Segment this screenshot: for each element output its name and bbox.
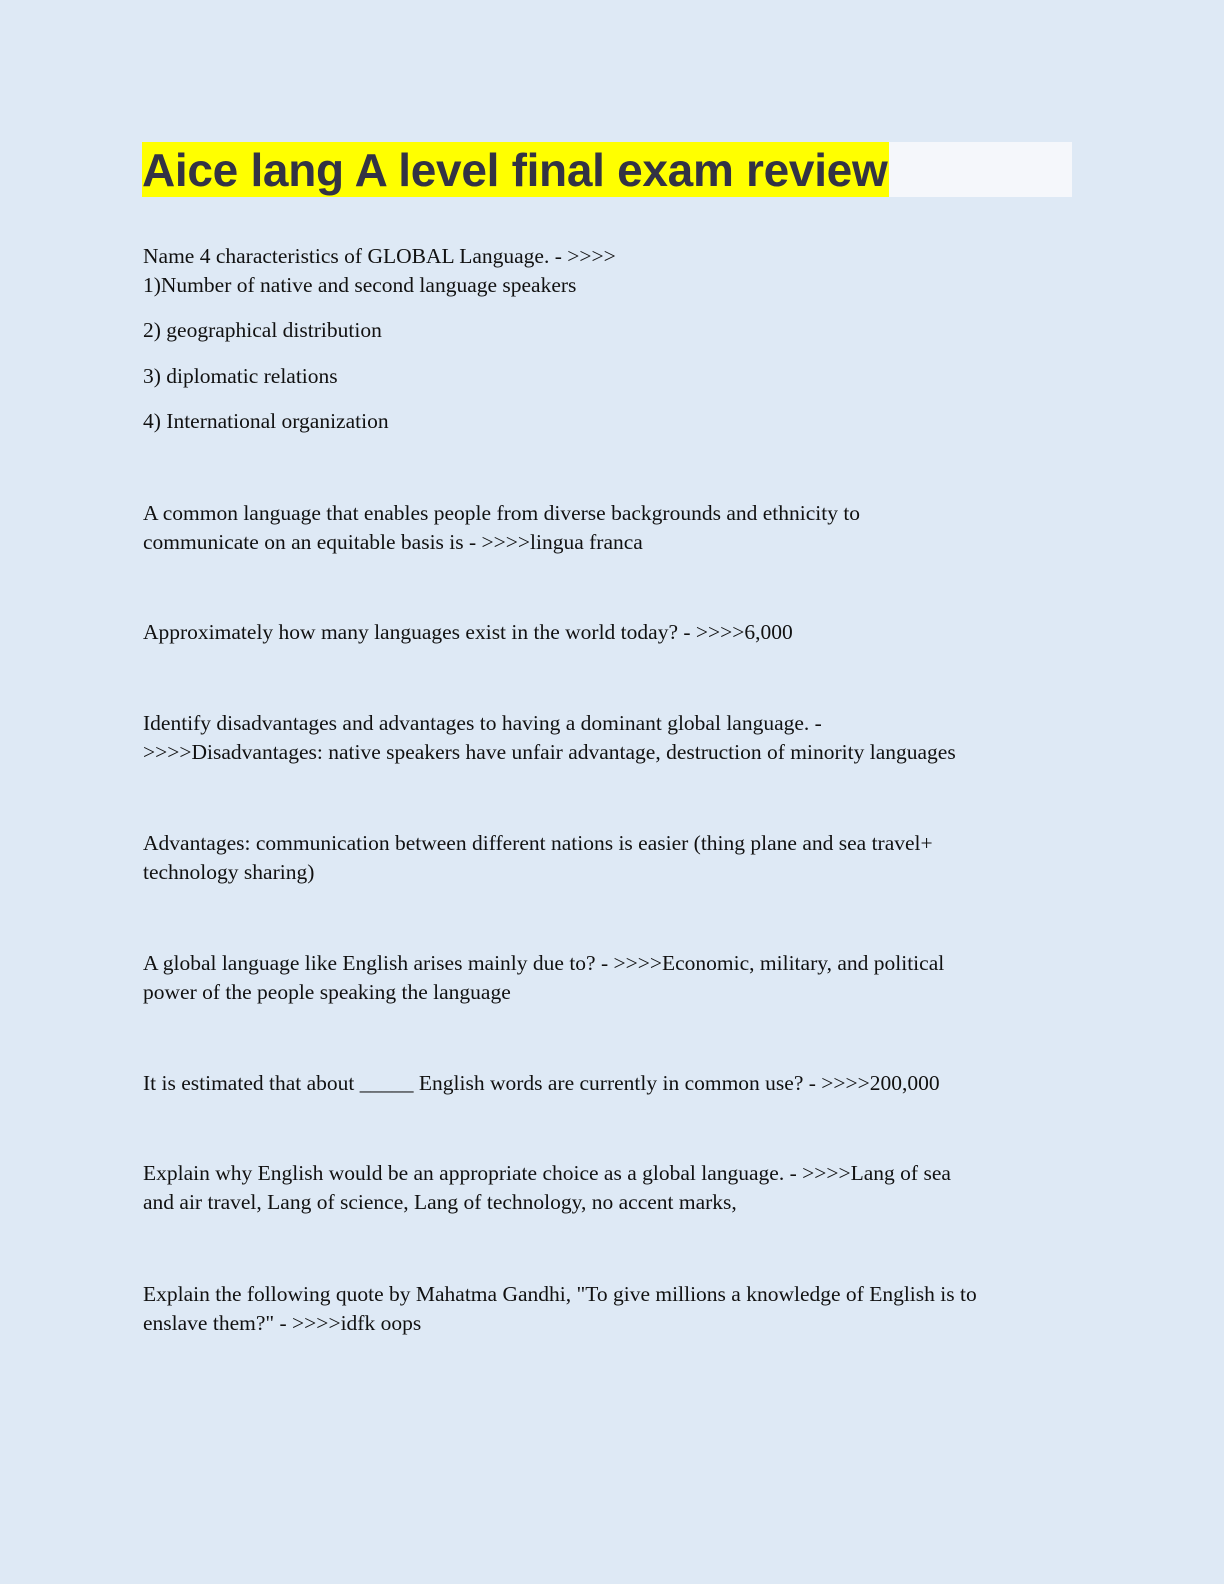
text-line: and air travel, Lang of science, Lang of technology, no accent marks,	[143, 1190, 737, 1214]
text-line: 2) geographical distribution	[143, 318, 382, 342]
text-line: 3) diplomatic relations	[143, 364, 338, 388]
text-line: >>>>Disadvantages: native speakers have unfair advantage, destruction of minority languages	[143, 740, 956, 764]
text-line: technology sharing)	[143, 860, 315, 884]
document-title: Aice lang A level final exam review	[142, 144, 888, 196]
text-line: A common language that enables people from diverse backgrounds and ethnicity to	[143, 501, 861, 525]
text-line: Advantages: communication between different nations is easier (thing plane and sea travel+	[143, 831, 933, 855]
text-line: Name 4 characteristics of GLOBAL Language. - >>>>	[143, 244, 616, 268]
text-line: 4) International organization	[143, 409, 389, 433]
qa-block-language-count: Approximately how many languages exist in the world today? - >>>>6,000	[143, 620, 793, 644]
text-line: power of the people speaking the language	[143, 980, 511, 1004]
text-line: Explain the following quote by Mahatma Gandhi, "To give millions a knowledge of English is to	[143, 1282, 977, 1306]
qa-block-english-word-count: It is estimated that about _____ English words are currently in common use? - >>>>200,000	[143, 1071, 940, 1095]
title-box	[142, 142, 1072, 197]
text-line: A global language like English arises mainly due to? - >>>>Economic, military, and political	[143, 951, 945, 975]
text-line: 1)Number of native and second language speakers	[143, 273, 577, 297]
text-line: communicate on an equitable basis is - >>>>lingua franca	[143, 530, 643, 554]
text-line: enslave them?" - >>>>idfk oops	[143, 1311, 422, 1335]
text-line: Explain why English would be an appropriate choice as a global language. - >>>>Lang of sea	[143, 1161, 951, 1185]
text-line: Identify disadvantages and advantages to having a dominant global language. -	[143, 711, 822, 735]
